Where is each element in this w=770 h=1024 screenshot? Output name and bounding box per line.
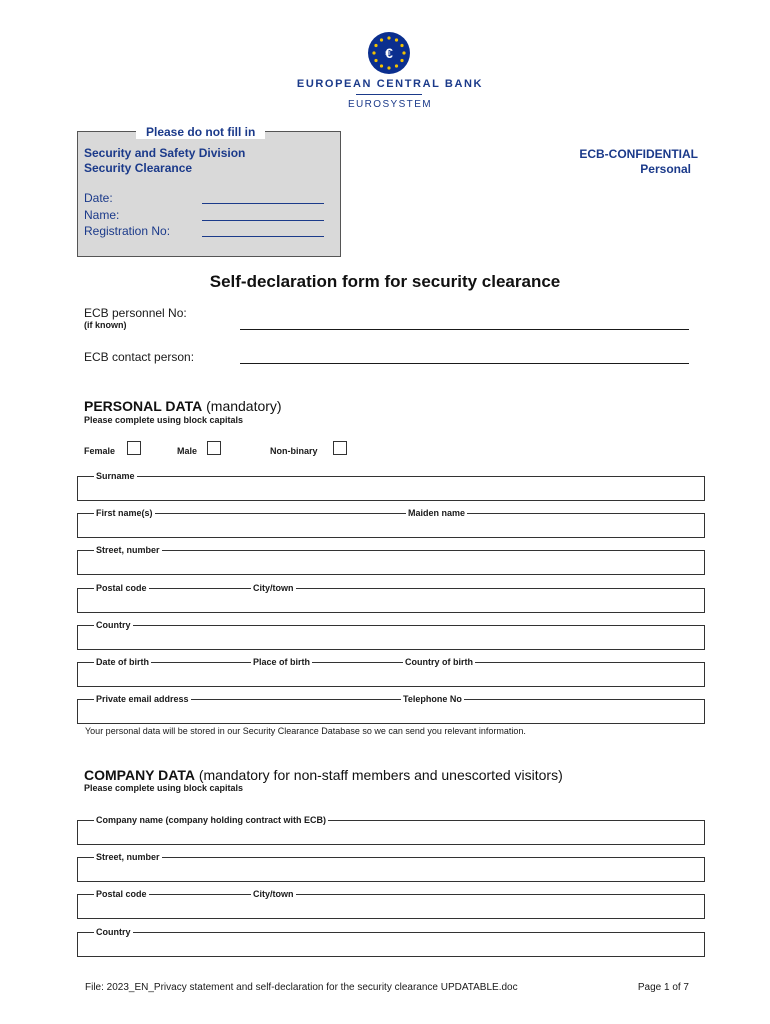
company-postal-code-label: Postal code [96, 889, 147, 899]
office-registration-line [202, 236, 324, 237]
place-of-birth-label: Place of birth [253, 657, 311, 667]
if-known-note: (if known) [84, 320, 127, 330]
office-name-label: Name: [84, 208, 120, 222]
personnel-no-label: ECB personnel No: [84, 306, 187, 320]
gender-option-nonbinary-label: Non-binary [270, 446, 318, 456]
form-title: Self-declaration form for security clearance [209, 272, 561, 291]
personal-data-title: PERSONAL DATA [84, 398, 203, 414]
maiden-name-label: Maiden name [408, 508, 466, 518]
surname-field[interactable] [77, 476, 705, 501]
company-name-label: Company name (company holding contract with ECB) [96, 815, 327, 825]
country-label: Country [96, 620, 131, 630]
first-names-label: First name(s) [96, 508, 153, 518]
classification-type: Personal [640, 162, 691, 176]
company-country-label: Country [96, 927, 131, 937]
company-data-instructions: Please complete using block capitals [84, 783, 244, 793]
company-postal-city-field[interactable] [77, 894, 705, 919]
ecb-logo-emblem [368, 32, 410, 74]
office-date-label: Date: [84, 191, 113, 205]
footer-page-number: Page 1 of 7 [637, 982, 689, 993]
contact-person-field[interactable] [240, 363, 689, 364]
bank-subtitle: EUROSYSTEM [347, 99, 432, 110]
company-data-suffix: (mandatory for non-staff members and unescorted visitors) [198, 767, 563, 783]
street-field[interactable] [77, 550, 705, 575]
city-label: City/town [253, 583, 294, 593]
company-street-label: Street, number [96, 852, 160, 862]
office-box-legend: Please do not fill in [136, 125, 265, 139]
footer-filename: File: 2023_EN_Privacy statement and self-declaration for the security clearance UPDATABLE.doc [85, 982, 518, 993]
personal-data-instructions: Please complete using block capitals [84, 415, 244, 425]
svg-text:€: € [385, 45, 393, 61]
privacy-note: Your personal data will be stored in our Security Clearance Database so we can send you relevant information. [85, 726, 526, 736]
office-department: Security Clearance [84, 161, 193, 175]
gender-male-checkbox[interactable] [207, 441, 221, 455]
company-country-field[interactable] [77, 932, 705, 957]
birth-field[interactable] [77, 662, 705, 687]
country-field[interactable] [77, 625, 705, 650]
office-division: Security and Safety Division [84, 146, 246, 160]
classification-level: ECB-CONFIDENTIAL [579, 147, 698, 161]
date-of-birth-label: Date of birth [96, 657, 149, 667]
office-date-line [202, 203, 324, 204]
company-data-title: COMPANY DATA [84, 767, 195, 783]
country-of-birth-label: Country of birth [405, 657, 473, 667]
postal-city-field[interactable] [77, 588, 705, 613]
company-street-field[interactable] [77, 857, 705, 882]
surname-label: Surname [96, 471, 135, 481]
bank-name-divider [356, 94, 422, 95]
email-label: Private email address [96, 694, 189, 704]
office-name-line [202, 220, 324, 221]
telephone-label: Telephone No [403, 694, 462, 704]
postal-code-label: Postal code [96, 583, 147, 593]
personal-data-heading [84, 398, 282, 414]
euro-stars-icon [368, 32, 410, 74]
personal-data-suffix: (mandatory) [206, 398, 282, 414]
company-city-label: City/town [253, 889, 294, 899]
street-label: Street, number [96, 545, 160, 555]
gender-option-female-label: Female [84, 446, 116, 456]
bank-name: EUROPEAN CENTRAL BANK [296, 78, 484, 90]
first-names-field[interactable] [77, 513, 705, 538]
office-registration-label: Registration No: [84, 224, 171, 238]
gender-option-male-label: Male [177, 446, 198, 456]
contact-person-label: ECB contact person: [84, 350, 195, 364]
company-data-heading [84, 767, 563, 783]
gender-female-checkbox[interactable] [127, 441, 141, 455]
personnel-no-field[interactable] [240, 329, 689, 330]
gender-nonbinary-checkbox[interactable] [333, 441, 347, 455]
